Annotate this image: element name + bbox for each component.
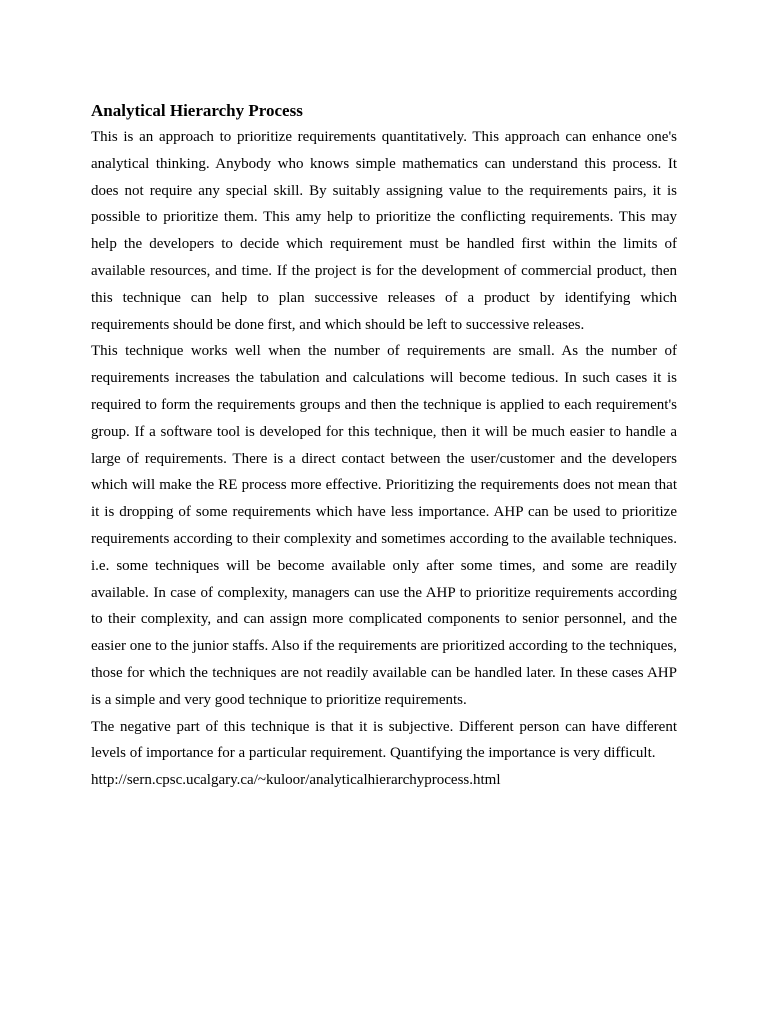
source-url-link[interactable]: http://sern.cpsc.ucalgary.ca/~kuloor/analyticalhierarchyprocess.html	[91, 772, 501, 789]
document-body	[91, 98, 677, 794]
paragraph-intro: This is an approach to prioritize requirements quantitatively. This approach can enhance one's analytical thinking. Anybody who knows simple mathematics can understand this process. It does not require any special skill. By suitably assigning value to the requirements pairs, it is possible to prioritize them. This amy help to prioritize the conflicting requirements. This may help the developers to decide which requirement must be handled first within the limits of available resources, and time. If the project is for the development of commercial product, then this technique can help to plan successive releases of a product by identifying which requirements should be done first, and which should be left to successive releases.	[91, 129, 677, 333]
document-title: Analytical Hierarchy Process	[91, 101, 303, 120]
paragraph-negative: The negative part of this technique is that it is subjective. Different person can have different levels of importance for a particular requirement. Quantifying the importance is very difficult.	[91, 718, 677, 762]
paragraph-usage: This technique works well when the number of requirements are small. As the number of requirements increases the tabulation and calculations will become tedious. In such cases it is required to form the requirements groups and then the technique is applied to each requirement's group. If a software tool is developed for this technique, then it will be much easier to handle a large of requirements. There is a direct contact between the user/customer and the developers which will make the RE process more effective. Prioritizing the requirements does not mean that it is dropping of some requirements which have less importance. AHP can be used to prioritize requirements according to their complexity and sometimes according to the available techniques. i.e. some techniques will be become available only after some times, and some are readily available. In case of complexity, managers can use the AHP to prioritize requirements according to their complexity, and can assign more complicated components to senior personnel, and the easier one to the junior staffs. Also if the requirements are prioritized according to the techniques, those for which the techniques are not readily available can be handled later. In these cases AHP is a simple and very good technique to prioritize requirements.	[91, 343, 677, 708]
